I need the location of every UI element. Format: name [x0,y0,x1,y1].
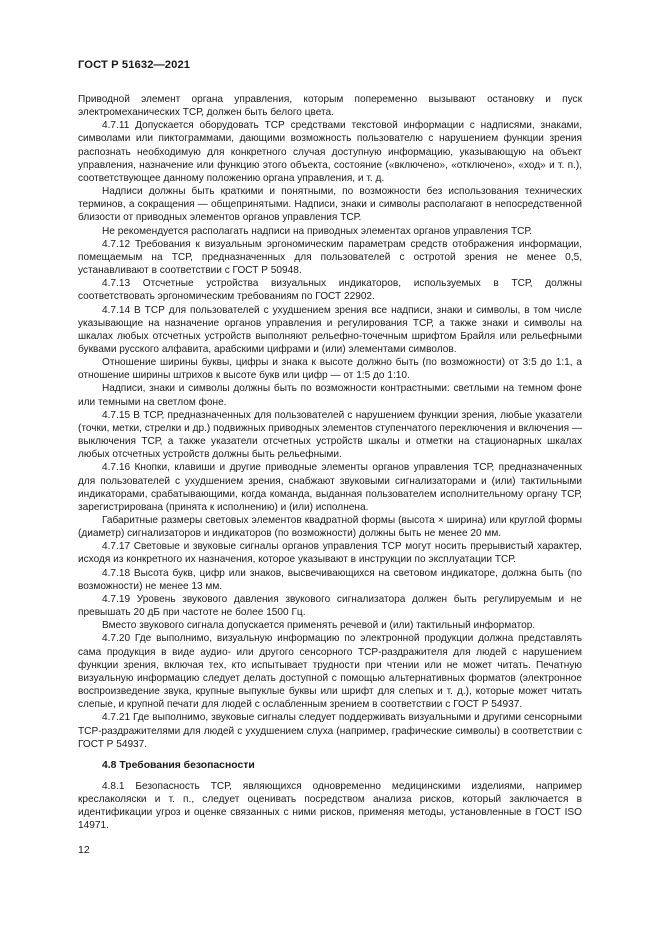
paragraph: 4.7.11 Допускается оборудовать ТСР средствами текстовой информации с надписями, знаками, символами или пиктограммами, дающими возможность пользователю с нарушением функции зрения распознать необходимую для конкретного случая доступную информацию, указывающую на объект управления, назначение или функцию этого объекта, состояние («включено», «отключено», «ход» и т. п.), соответствующее данному положению органа управления, и т. д. [78,120,582,184]
paragraph: 4.7.13 Отсчетные устройства визуальных индикаторов, используемых в ТСР, должны соответствовать эргономическим требованиям по ГОСТ 22902. [78,278,582,303]
paragraph: 4.7.16 Кнопки, клавиши и другие приводные элементы органов управления ТСР, предназначенных для пользователей с ухудшением зрения, снабжают звуковыми сигнализаторами и (или) тактильными индикаторами, срабатывающими, когда команда, выданная пользователем исполнительному органу ТСР, зарегистрирована (принята к исполнению) и (или) исполнена. [78,462,582,513]
paragraph: Надписи, знаки и символы должны быть по возможности контрастными: светлыми на темном фоне или темными на светлом фоне. [78,383,582,408]
document-header: ГОСТ Р 51632—2021 [78,59,191,71]
paragraph: 4.8.1 Безопасность ТСР, являющихся одновременно медицинскими изделиями, например креслаколяски и т. п., следует оценивать посредством анализа рисков, который заключается в идентификации угроз и оценке связанных с ними рисков, применяя методы, установленные в ГОСТ ISO 14971. [78,780,582,832]
section-heading: 4.8 Требования безопасности [102,759,255,771]
paragraph: Габаритные размеры световых элементов квадратной формы (высота × ширина) или круглой формы (диаметр) сигнализаторов и индикаторов (по возможности) должны быть не менее 20 мм. [78,515,582,540]
paragraph: Отношение ширины буквы, цифры и знака к высоте должно быть (по возможности) от 3:5 до 1:1, а отношение ширины штрихов к высоте букв или цифр — от 1:5 до 1:10. [78,357,582,382]
paragraph: Вместо звукового сигнала допускается применять речевой и (или) тактильный информатор. [102,620,536,632]
paragraph: 4.7.17 Световые и звуковые сигналы органов управления ТСР могут носить прерывистый характер, исходя из конкретного их назначения, которое указывают в инструкции по эксплуатации ТСР. [78,541,582,566]
paragraph: Приводной элемент органа управления, которым попеременно вызывают остановку и пуск электромеханических ТСР, должен быть белого цвета. [78,94,582,119]
paragraph: 4.7.12 Требования к визуальным эргономическим параметрам средств отображения информации, помещаемым на ТСР, предназначенных для пользователей с остротой зрения не менее 0,5, устанавливают в соответствии с ГОСТ Р 50948. [78,238,582,277]
paragraph: Надписи должны быть краткими и понятными, по возможности без использования технических терминов, а сокращения — общепринятыми. Надписи, знаки и символы располагают в непосредственной близости от приводных элементов органов управления ТСР. [78,186,582,224]
paragraph: 4.7.21 Где выполнимо, звуковые сигналы следует поддерживать визуальными и другими сенсорными ТСР-раздражителями для людей с ухудшением слуха (например, графические символы) в соответствии с ГОСТ Р 54937. [78,712,582,750]
paragraph: Не рекомендуется располагать надписи на приводных элементах органов управления ТСР. [102,225,533,237]
paragraph: 4.7.18 Высота букв, цифр или знаков, высвечивающихся на световом индикаторе, должна быть (по возможности) не менее 13 мм. [78,567,582,592]
paragraph: 4.7.20 Где выполнимо, визуальную информацию по электронной продукции должна представлять сама продукция в виде аудио- или другого сенсорного ТСР-раздражителя для людей с нарушением функции зрения, включая тех, кто испытывает трудности при чтении или не может читать. Печатную визуальную информацию следует делать доступной с помощью альтернативных форматов (электронное воспроизведение звука, крупные выпуклые буквы или шрифт для слепых и т. д.), которые может читать слепые, и крупной печати для людей с ослабленным зрением в соответствии с ГОСТ Р 54937. [78,633,582,711]
paragraph: 4.7.19 Уровень звукового давления звукового сигнализатора должен быть регулируемым и не превышать 20 дБ при частоте не более 1500 Гц. [78,593,582,619]
paragraph: 4.7.14 В ТСР для пользователей с ухудшением зрения все надписи, знаки и символы, в том числе указывающие на назначение органов управления и регулирования ТСР, а также знаки и символы на шкалах любых отсчетных устройств выполняют рельефно-точечным шрифтом Брайля или рельефными буквами русского алфавита, арабскими цифрами и (или) элементами символов. [78,304,582,355]
paragraph: 4.7.15 В ТСР, предназначенных для пользователей с нарушением функции зрения, любые указатели (точки, метки, стрелки и др.) подвижных приводных элементов ступенчатого переключения и включения — выключения ТСР, а также указатели отсчетных устройств шкалы и отметки на стационарных шкалах любых отсчетных устройств должны быть рельефными. [78,409,582,461]
document-body [78,93,582,833]
page-number: 12 [78,844,90,856]
